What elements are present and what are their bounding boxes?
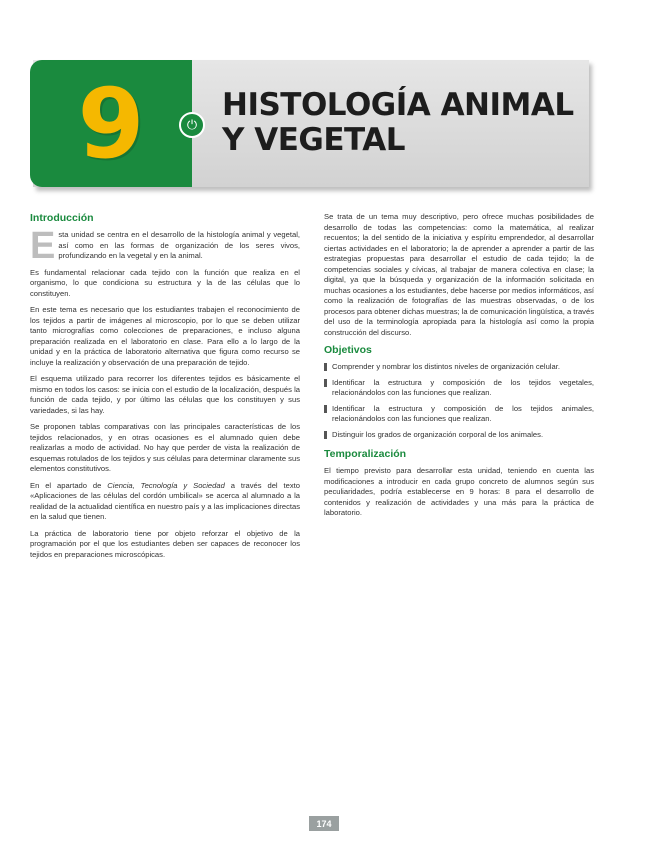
intro-paragraph-6-start: En el apartado de	[30, 480, 108, 490]
unit-number-block	[30, 60, 192, 187]
unit-title	[222, 88, 582, 158]
unit-title-line2: Y VEGETAL	[222, 122, 406, 158]
unit-title-line1: HISTOLOGÍA ANIMAL	[222, 87, 574, 123]
page-number: 174	[309, 816, 339, 831]
intro-paragraph-4: El esquema utilizado para recorrer los diferentes tejidos es básicamente el mismo en todos los casos: se inicia con el estudio de la localización, después la función de cada tejido, y por último las células que los constituyen y sus variedades, si las hay.	[30, 374, 300, 415]
objective-text: Distinguir los grados de organización corporal de los animales.	[332, 429, 544, 439]
bullet-icon	[324, 363, 327, 371]
competences-paragraph: Se trata de un tema muy descriptivo, pero ofrece muchas posibilidades de desarrollo de todas las competencias: como la matemática, al realizar recuentos; la del sentido de la iniciativa y espíritu emprendedor, al desarrollar ciertas actividades en el laboratorio; la de aprender a aprender a partir de las estrategias propuestas para desarrollar el estudio de cada tejido; la de competencias sociales y cívicas, al trabajar de manera colectiva en clase; la digital, ya que la búsqueda y organización de la información solicitada en muchas ocasiones a los estudiantes, debe hacerse por medios informáticos, así como la realización de fotografías de las muestras observadas, o de los procesos para obtener dichas muestras; la de comunicación lingüística, a través del uso de la terminología apropiada para la histología así como la propia construcción del discurso.	[324, 212, 594, 337]
objectives-list	[324, 362, 594, 440]
objective-text: Identificar la estructura y composición de los tejidos vegetales, relacionándolos con las funciones que realizan.	[332, 377, 594, 397]
objective-text: Comprender y nombrar los distintos niveles de organización celular.	[332, 362, 560, 371]
bullet-icon	[324, 379, 327, 387]
section-reference: Ciencia, Tecnología y Sociedad	[107, 480, 225, 490]
objective-item	[324, 362, 594, 373]
bullet-icon	[324, 405, 327, 413]
right-column	[324, 212, 594, 525]
objective-text: Identificar la estructura y composición de los tejidos animales, relacionándolos con las funciones que realizan.	[332, 403, 594, 423]
bullet-icon	[324, 431, 327, 439]
left-column	[30, 212, 300, 566]
intro-paragraph-3: En este tema es necesario que los estudiantes trabajen el reconocimiento de los tejidos a partir de imágenes al microscopio, por lo que se deben utilizar tanto micrografías como colecciones de preparaciones, e incluso alguna preparación realizada en el laboratorio en clase. Para ello a lo largo de la unidad y en la práctica de laboratorio alternativa que figura como recurso se incluye la realización y observación de una preparación de tejido.	[30, 305, 300, 367]
objective-item	[324, 378, 594, 399]
objective-item	[324, 430, 594, 441]
drop-cap: E	[30, 225, 56, 267]
power-icon: ⏻	[179, 112, 205, 138]
intro-heading: Introducción	[30, 212, 94, 224]
intro-paragraph-2: Es fundamental relacionar cada tejido con la función que realiza en el organismo, lo que condiciona su estructura y la de las células que lo constituyen.	[30, 267, 300, 298]
intro-paragraph-6-end: a través del texto «Aplicaciones de las células del cordón umbilical» se acerca al alumnado a la realidad de la actualidad científica en nuestro país y a las implicaciones directas en la salud que tienen.	[30, 480, 300, 521]
timing-paragraph: El tiempo previsto para desarrollar esta unidad, teniendo en cuenta las modificaciones a introducir en cada grupo concreto de alumnos según sus peculiaridades, podría establecerse en 9 horas: 8 para el desarrollo de contenidos y realización de actividades y una más para la práctica de laboratorio.	[324, 466, 594, 517]
intro-paragraph-1-text: sta unidad se centra en el desarrollo de la histología animal y vegetal, así como en las formas de organización de los seres vivos, profundizando en la vegetal y en la animal.	[58, 230, 300, 260]
intro-paragraph-1	[30, 225, 300, 267]
intro-paragraph-6	[30, 481, 300, 523]
objective-item	[324, 404, 594, 425]
timing-heading: Temporalización	[324, 448, 407, 460]
objectives-heading: Objetivos	[324, 344, 372, 356]
intro-paragraph-7: La práctica de laboratorio tiene por objeto reforzar el objetivo de la programación por el que los estudiantes deben ser capaces de reconocer los tejidos en preparaciones microscópicas.	[30, 528, 300, 559]
intro-paragraph-5: Se proponen tablas comparativas con las principales características de los tejidos relacionados, y en otras ocasiones es el alumnado quien debe realizarlas a modo de actividad. No hay que perder de vista la realización de esquemas rotulados de los tejidos y sus células para determinar claramente sus elementos constitutivos.	[30, 422, 300, 473]
unit-number: 9	[77, 67, 145, 180]
